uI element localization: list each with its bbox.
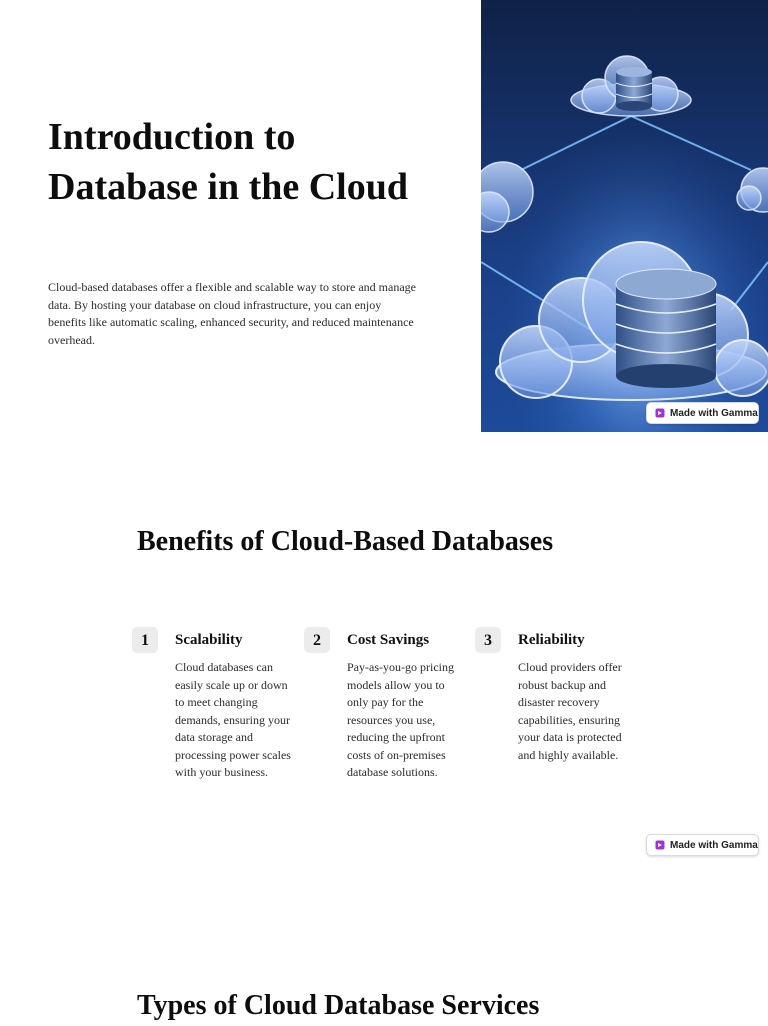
slide-intro bbox=[0, 0, 768, 432]
hero-title-line2: Database in the Cloud bbox=[48, 166, 408, 208]
benefit-title: Reliability bbox=[518, 632, 585, 648]
badge-label: Made with Gamma bbox=[670, 839, 758, 851]
hero-title-line1: Introduction to bbox=[48, 116, 296, 158]
benefit-title: Scalability bbox=[175, 632, 243, 648]
benefit-title: Cost Savings bbox=[347, 632, 430, 648]
benefit-description: Cloud providers offer robust backup and disaster recovery capabilities, ensuring your data is protected and highly available. bbox=[518, 660, 622, 762]
types-title: Types of Cloud Database Services bbox=[137, 990, 540, 1021]
badge-label: Made with Gamma bbox=[670, 407, 758, 419]
slide-types bbox=[0, 864, 768, 1024]
hero-title bbox=[48, 112, 458, 212]
benefit-description: Cloud databases can easily scale up or down to meet changing demands, ensuring your data storage and processing power scales with your business. bbox=[175, 660, 291, 779]
benefit-number: 2 bbox=[304, 627, 330, 653]
benefits-title: Benefits of Cloud-Based Databases bbox=[137, 526, 554, 557]
gamma-logo-icon bbox=[655, 408, 665, 418]
made-with-gamma-badge[interactable] bbox=[646, 834, 759, 856]
slide-benefits bbox=[0, 432, 768, 864]
benefit-number: 1 bbox=[132, 627, 158, 653]
benefit-number: 3 bbox=[475, 627, 501, 653]
cloud-database-illustration-icon bbox=[481, 0, 768, 432]
gamma-logo-icon bbox=[655, 840, 665, 850]
made-with-gamma-badge[interactable] bbox=[646, 402, 759, 424]
hero-description: Cloud-based databases offer a flexible and scalable way to store and manage data. By hosting your database on cloud infrastructure, you can enjoy benefits like automatic scaling, enhanced security, and reduced maintenance overhead. bbox=[48, 280, 416, 347]
benefit-description: Pay-as-you-go pricing models allow you to only pay for the resources you use, reducing the upfront costs of on-premises database solutions. bbox=[347, 660, 454, 779]
